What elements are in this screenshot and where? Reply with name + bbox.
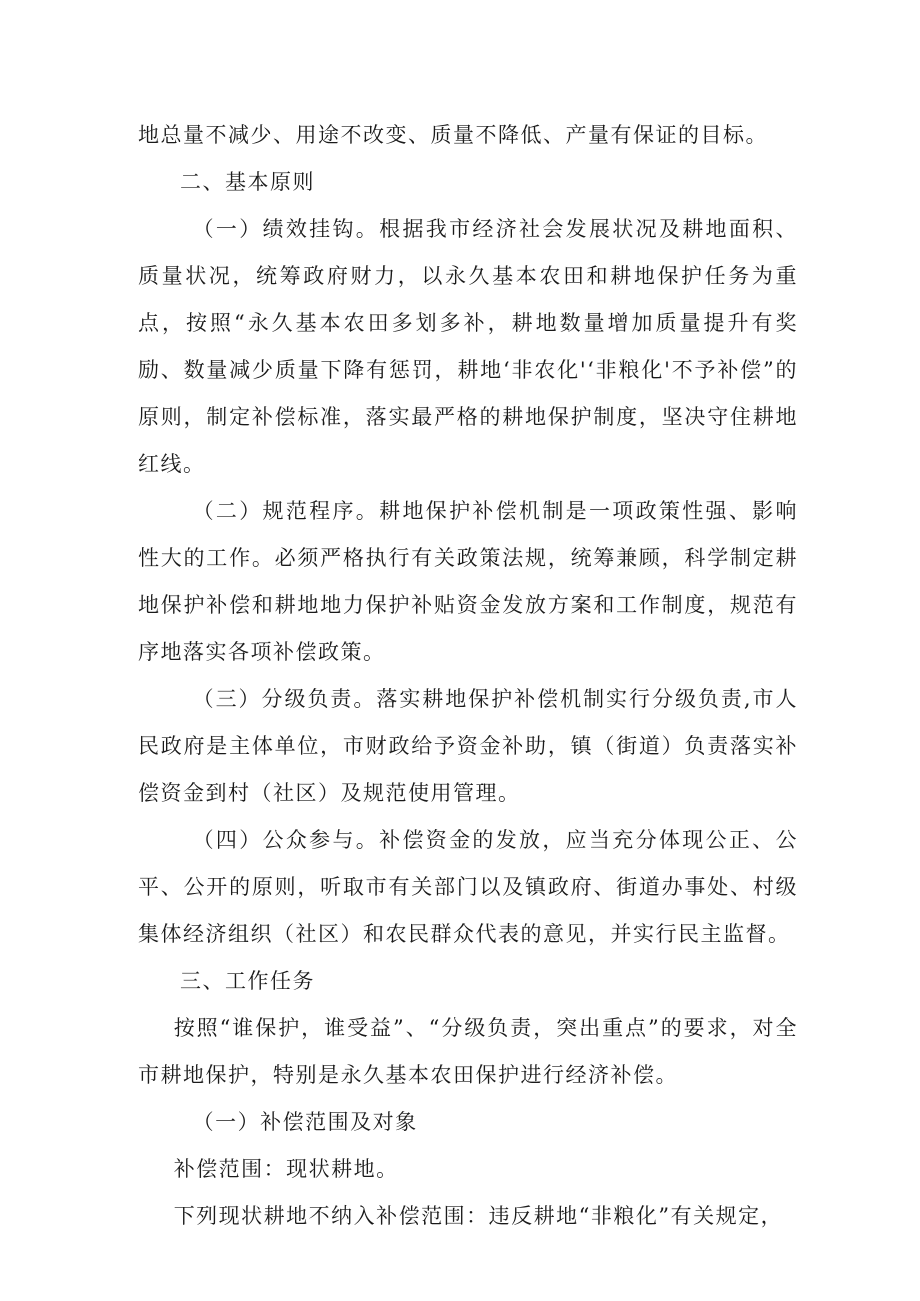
subheading-compensation-scope: （一）补偿范围及对象 xyxy=(192,1110,418,1134)
section-heading-work-tasks: 三、工作任务 xyxy=(180,969,315,993)
paragraph-performance-linkage: （一）绩效挂钩。根据我市经济社会发展状况及耕地面积、质量状况，统筹政府财力，以永久基本农田和耕地保护任务为重点，按照“永久基本农田多划多补，耕地数量增加质量提升有奖励、数量减少质量下降有惩罚，耕地‘非农化'‘非粮化'不予补偿”的原则，制定补偿标准，落实最严格的耕地保护制度，坚决守住耕地红线。 xyxy=(138,217,798,476)
paragraph-standard-procedure: （二）规范程序。耕地保护补偿机制是一项政策性强、影响性大的工作。必须严格执行有关政策法规，统筹兼顾，科学制定耕地保护补偿和耕地地力保护补贴资金发放方案和工作制度，规范有序地落实各项补偿政策。 xyxy=(138,499,798,664)
section-heading-basic-principles: 二、基本原则 xyxy=(180,170,315,194)
document-body xyxy=(138,112,798,1240)
paragraph-compensation-principle: 按照“谁保护，谁受益”、“分级负责，突出重点”的要求，对全市耕地保护，特别是永久基本农田保护进行经济补偿。 xyxy=(138,1016,798,1087)
paragraph-graded-responsibility: （三）分级负责。落实耕地保护补偿机制实行分级负责,市人民政府是主体单位，市财政给予资金补助，镇（街道）负责落实补偿资金到村（社区）及规范使用管理。 xyxy=(138,687,798,805)
paragraph-excluded-land: 下列现状耕地不纳入补偿范围：违反耕地“非粮化”有关规定， xyxy=(173,1204,784,1228)
paragraph-public-participation: （四）公众参与。补偿资金的发放，应当充分体现公正、公平、公开的原则，听取市有关部门以及镇政府、街道办事处、村级集体经济组织（社区）和农民群众代表的意见，并实行民主监督。 xyxy=(138,828,798,946)
paragraph-compensation-scope: 补偿范围：现状耕地。 xyxy=(173,1157,399,1181)
paragraph-continuation: 地总量不减少、用途不改变、质量不降低、产量有保证的目标。 xyxy=(138,123,768,147)
